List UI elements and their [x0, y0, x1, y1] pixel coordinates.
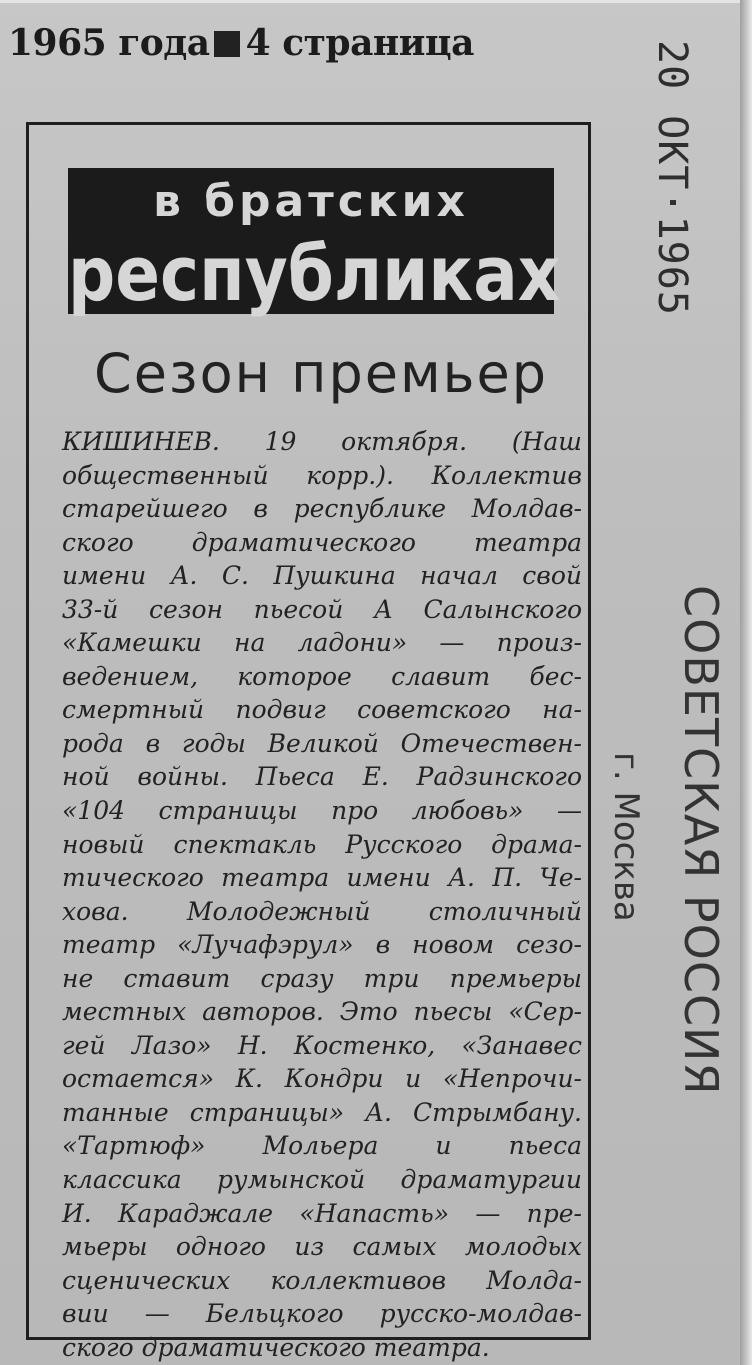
article-line: КИШИНЕВ. 19 октября. (Наш	[62, 427, 582, 456]
article-line: «Камешки на ладони» — произ-	[62, 628, 582, 658]
city-stamp: г. Москва	[606, 752, 646, 922]
article-line: хова. Молодежный столичный	[62, 896, 582, 926]
article-line: И. Караджале «Напасть» — пре-	[62, 1198, 582, 1228]
header-page-number: 4 страница	[245, 22, 474, 64]
separator-square-icon	[214, 31, 240, 57]
article-line: гей Лазо» Н. Костенко, «Занавес	[62, 1030, 582, 1060]
rubric-line-2: республиках	[68, 230, 561, 319]
article-body	[62, 425, 582, 1364]
page-header	[8, 22, 474, 64]
article-line: «104 страницы про любовь» —	[62, 796, 582, 826]
article-line: остается» К. Кондри и «Непрочи-	[62, 1064, 582, 1094]
article-line: старейшего в республике Молдав-	[62, 494, 582, 524]
newspaper-name-stamp: СОВЕТСКАЯ РОССИЯ	[674, 585, 728, 1096]
article-line: тического театра имени А. П. Че-	[62, 863, 582, 893]
article-line: ведением, которое славит бес-	[62, 661, 582, 691]
article-line: новый спектакль Русского драма-	[62, 829, 582, 859]
rubric-line-1: в братских	[153, 176, 469, 227]
article-line: ского драматического театра.	[62, 1332, 490, 1362]
article-line: танные страницы» А. Стрымбану.	[62, 1097, 582, 1127]
header-year: 1965 года	[8, 22, 210, 64]
article-line: вии — Бельцкого русско-молдав-	[62, 1299, 582, 1329]
article-headline: Сезон премьер	[93, 342, 549, 405]
article-line: имени А. С. Пушкина начал свой	[62, 561, 582, 591]
article-line: классика румынской драматургии	[62, 1165, 582, 1195]
paper-edge-right	[740, 0, 752, 1365]
article-line: не ставит сразу три премьеры	[62, 963, 582, 993]
article-line: местных авторов. Это пьесы «Сер-	[62, 997, 582, 1027]
article-line: ского драматического театра	[62, 527, 582, 557]
article-line: рода в годы Великой Отечествен-	[62, 728, 582, 758]
article-line: общественный корр.). Коллектив	[62, 460, 582, 490]
article-line: театр «Лучафэрул» в новом сезо-	[62, 930, 582, 960]
article-line: 33-й сезон пьесой А Салынского	[62, 594, 582, 624]
date-stamp: 20 ОКТ·1965	[649, 40, 695, 316]
article-line: смертный подвиг советского на-	[62, 695, 582, 725]
paper-edge-top	[0, 0, 752, 3]
article-line: мьеры одного из самых молодых	[62, 1232, 582, 1262]
article-line: сценических коллективов Молда-	[62, 1265, 582, 1295]
rubric-banner	[68, 168, 561, 319]
article-line: ной войны. Пьеса Е. Радзинского	[62, 762, 582, 792]
article-line: «Тартюф» Мольера и пьеса	[62, 1131, 582, 1161]
